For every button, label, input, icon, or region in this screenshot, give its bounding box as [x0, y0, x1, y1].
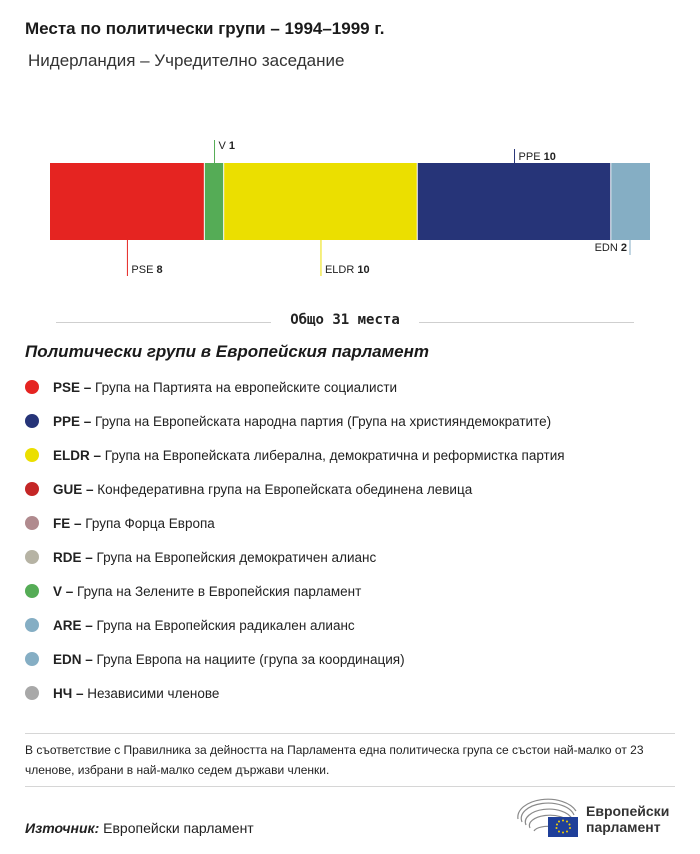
- legend-item: [25, 540, 565, 574]
- legend: [25, 370, 565, 710]
- legend-text: Група Форца Европа: [85, 515, 215, 531]
- legend-abbr: ARE –: [53, 617, 93, 633]
- legend-item: [25, 608, 565, 642]
- seat-label-value: 10: [357, 264, 370, 276]
- page-title: Места по политически групи – 1994–1999 г.: [25, 19, 385, 38]
- legend-text: Група на Европейската народна партия (Група на християндемократите): [95, 413, 552, 429]
- bar-segment-v: [205, 163, 223, 240]
- logo-line-1: Европейски: [586, 803, 670, 819]
- bar-segment-pse: [50, 163, 204, 240]
- legend-item: [25, 370, 565, 404]
- divider: [25, 786, 675, 787]
- legend-item: [25, 404, 565, 438]
- legend-abbr: V –: [53, 583, 74, 599]
- bar-segment-eldr: [224, 163, 417, 240]
- legend-dot-icon: [25, 448, 39, 462]
- legend-abbr: НЧ –: [53, 685, 84, 701]
- divider: [25, 733, 675, 734]
- seat-label-edn: [595, 242, 627, 254]
- seat-label-value: 8: [156, 264, 163, 276]
- source-line: [25, 820, 254, 836]
- parliament-emblem-icon: [514, 797, 584, 837]
- legend-text: Група на Партията на европейските социалисти: [95, 379, 398, 395]
- legend-text: Група на Европейския демократичен алианс: [96, 549, 377, 565]
- legend-abbr: ELDR –: [53, 447, 102, 463]
- legend-text: Група на Европейския радикален алианс: [96, 617, 355, 633]
- bar-segment-edn: [611, 163, 650, 240]
- source-label: Източник:: [25, 820, 100, 836]
- legend-item: [25, 676, 565, 710]
- source-text: Европейски парламент: [103, 820, 254, 836]
- legend-dot-icon: [25, 414, 39, 428]
- legend-abbr: GUE –: [53, 481, 94, 497]
- seat-chart: [0, 120, 700, 290]
- legend-text: Независими членове: [87, 685, 220, 701]
- seat-label-eldr: [325, 264, 370, 276]
- seat-label-abbr: V: [218, 140, 229, 152]
- seat-label-abbr: ELDR: [324, 264, 358, 276]
- seat-label-abbr: PSE: [131, 264, 157, 276]
- logo-line-2: парламент: [586, 819, 661, 835]
- seat-label-value: 1: [228, 140, 236, 152]
- european-parliament-logo: [514, 797, 684, 837]
- legend-dot-icon: [25, 618, 39, 632]
- legend-item: [25, 506, 565, 540]
- legend-abbr: RDE –: [53, 549, 93, 565]
- seat-label-abbr: EDN: [594, 242, 621, 254]
- seat-label-ppe: [519, 151, 556, 163]
- footnote: В съответствие с Правилника за дейността на Парламента една политическа група се състои най-малко от 23 членове, избрани в най-малко седем държави членки.: [25, 743, 644, 777]
- bar-segment-ppe: [418, 163, 611, 240]
- legend-dot-icon: [25, 550, 39, 564]
- legend-item: [25, 438, 565, 472]
- legend-abbr: EDN –: [53, 651, 93, 667]
- total-seats-label: Общо 31 места: [280, 312, 410, 328]
- seat-label-v: [219, 140, 236, 152]
- legend-dot-icon: [25, 380, 39, 394]
- legend-item: [25, 642, 565, 676]
- total-seats: [56, 312, 634, 332]
- legend-item: [25, 472, 565, 506]
- legend-dot-icon: [25, 686, 39, 700]
- legend-abbr: PPE –: [53, 413, 92, 429]
- legend-dot-icon: [25, 516, 39, 530]
- legend-text: Група на Зелените в Европейския парламент: [77, 583, 362, 599]
- seat-label-abbr: PPE: [518, 151, 544, 163]
- legend-title: Политически групи в Европейския парламент: [25, 342, 430, 361]
- seat-label-pse: [131, 264, 162, 276]
- legend-abbr: PSE –: [53, 379, 92, 395]
- legend-text: Група Европа на нациите (група за координация): [96, 651, 405, 667]
- seat-label-value: 10: [543, 151, 556, 163]
- legend-abbr: FE –: [53, 515, 82, 531]
- page-subtitle: Нидерландия – Учредително заседание: [28, 51, 345, 70]
- legend-text: Група на Европейската либерална, демократична и реформистка партия: [104, 447, 565, 463]
- legend-item: [25, 574, 565, 608]
- legend-dot-icon: [25, 584, 39, 598]
- legend-dot-icon: [25, 482, 39, 496]
- legend-dot-icon: [25, 652, 39, 666]
- seat-label-value: 2: [620, 242, 627, 254]
- legend-text: Конфедеративна група на Европейската обединена левица: [97, 481, 473, 497]
